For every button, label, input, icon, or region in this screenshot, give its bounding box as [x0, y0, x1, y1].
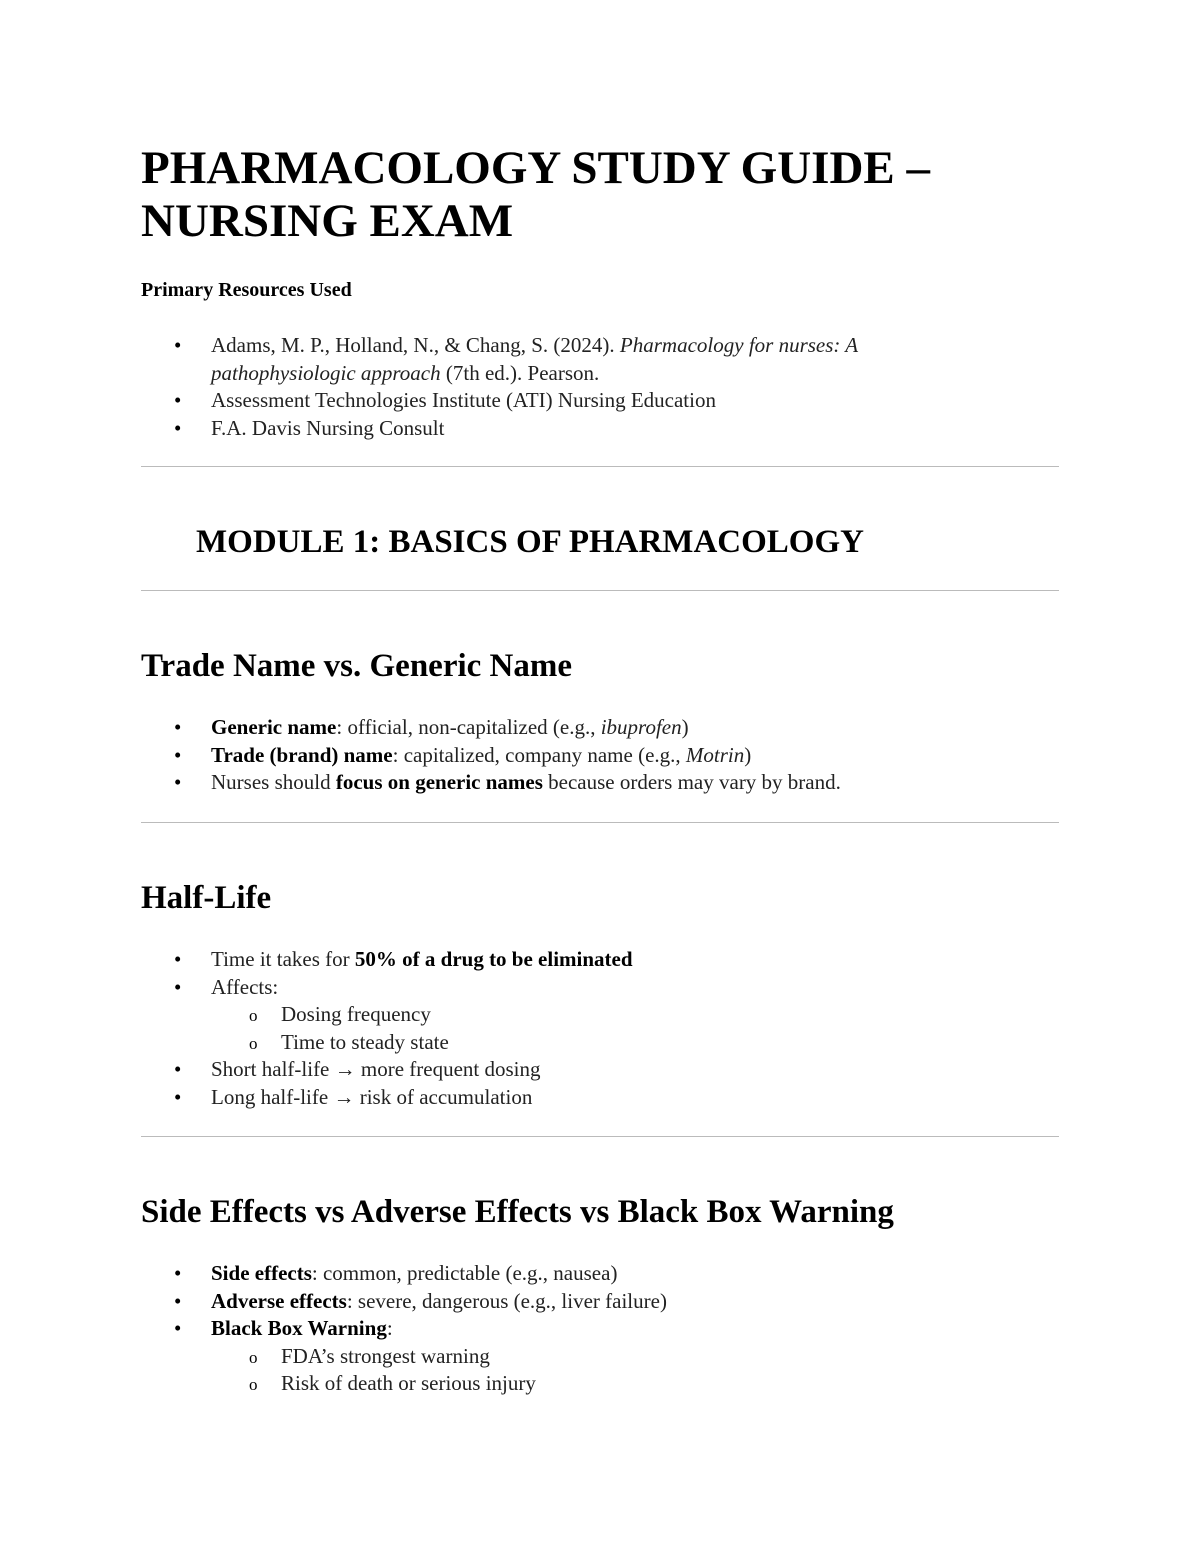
list-item: • Short half-life → more frequent dosing	[0, 1056, 951, 1084]
sub-list-item: o Time to steady state	[211, 1029, 951, 1057]
list-item: • Affects: o Dosing frequency o Time to steady state	[0, 974, 951, 1057]
affects-sublist	[211, 1001, 951, 1056]
emphasis: focus on generic names	[335, 770, 543, 794]
list-item: • Trade (brand) name: capitalized, company name (e.g., Motrin)	[0, 742, 951, 770]
list-item: • Assessment Technologies Institute (ATI) Nursing Education	[0, 387, 951, 415]
page-title: PHARMACOLOGY STUDY GUIDE – NURSING EXAM	[141, 142, 931, 247]
divider	[141, 466, 1059, 467]
list-item: • Generic name: official, non-capitalized (e.g., ibuprofen)	[0, 714, 951, 742]
resources-label: Primary Resources Used	[141, 279, 352, 301]
section-heading-effects: Side Effects vs Adverse Effects vs Black Box Warning	[141, 1194, 894, 1230]
sub-list-item: o Risk of death or serious injury	[211, 1370, 951, 1398]
module-title: MODULE 1: BASICS OF PHARMACOLOGY	[196, 524, 864, 560]
list-item: • Time it takes for 50% of a drug to be eliminated	[0, 946, 951, 974]
effects-list	[0, 1260, 951, 1398]
list-item: • F.A. Davis Nursing Consult	[0, 415, 951, 443]
list-item: • Nurses should focus on generic names because orders may vary by brand.	[0, 769, 951, 797]
half-life-list	[0, 946, 951, 1111]
list-item: • Long half-life → risk of accumulation	[0, 1084, 951, 1112]
reference-authors: Adams, M. P., Holland, N., & Chang, S. (2024).	[211, 333, 615, 357]
list-item: • Side effects: common, predictable (e.g., nausea)	[0, 1260, 951, 1288]
resources-list	[0, 332, 951, 442]
example: ibuprofen	[600, 715, 682, 739]
section-heading-trade-generic: Trade Name vs. Generic Name	[141, 648, 573, 684]
reference-book-title: Pharmacology for nurses: A pathophysiologic approach	[211, 333, 858, 385]
term: Trade (brand) name	[211, 742, 393, 767]
list-item	[0, 332, 951, 387]
term: Adverse effects	[211, 1288, 347, 1313]
list-item: • Adverse effects: severe, dangerous (e.g., liver failure)	[0, 1288, 951, 1316]
reference-edition: (7th ed.). Pearson.	[445, 360, 600, 385]
section-heading-half-life: Half-Life	[141, 880, 272, 916]
black-box-sublist	[211, 1343, 951, 1398]
sub-list-item: o FDA’s strongest warning	[211, 1343, 951, 1371]
sub-list-item: o Dosing frequency	[211, 1001, 951, 1029]
divider	[141, 590, 1059, 591]
term: Side effects	[211, 1261, 312, 1285]
divider	[141, 822, 1059, 823]
list-item: • Black Box Warning: o FDA’s strongest warning o Risk of death or serious injury	[0, 1315, 951, 1398]
term: Black Box Warning	[211, 1316, 387, 1340]
emphasis: 50% of a drug to be eliminated	[354, 947, 633, 971]
example: Motrin	[685, 742, 745, 767]
term: Generic name	[211, 715, 337, 739]
divider	[141, 1136, 1059, 1137]
trade-generic-list	[0, 714, 951, 797]
